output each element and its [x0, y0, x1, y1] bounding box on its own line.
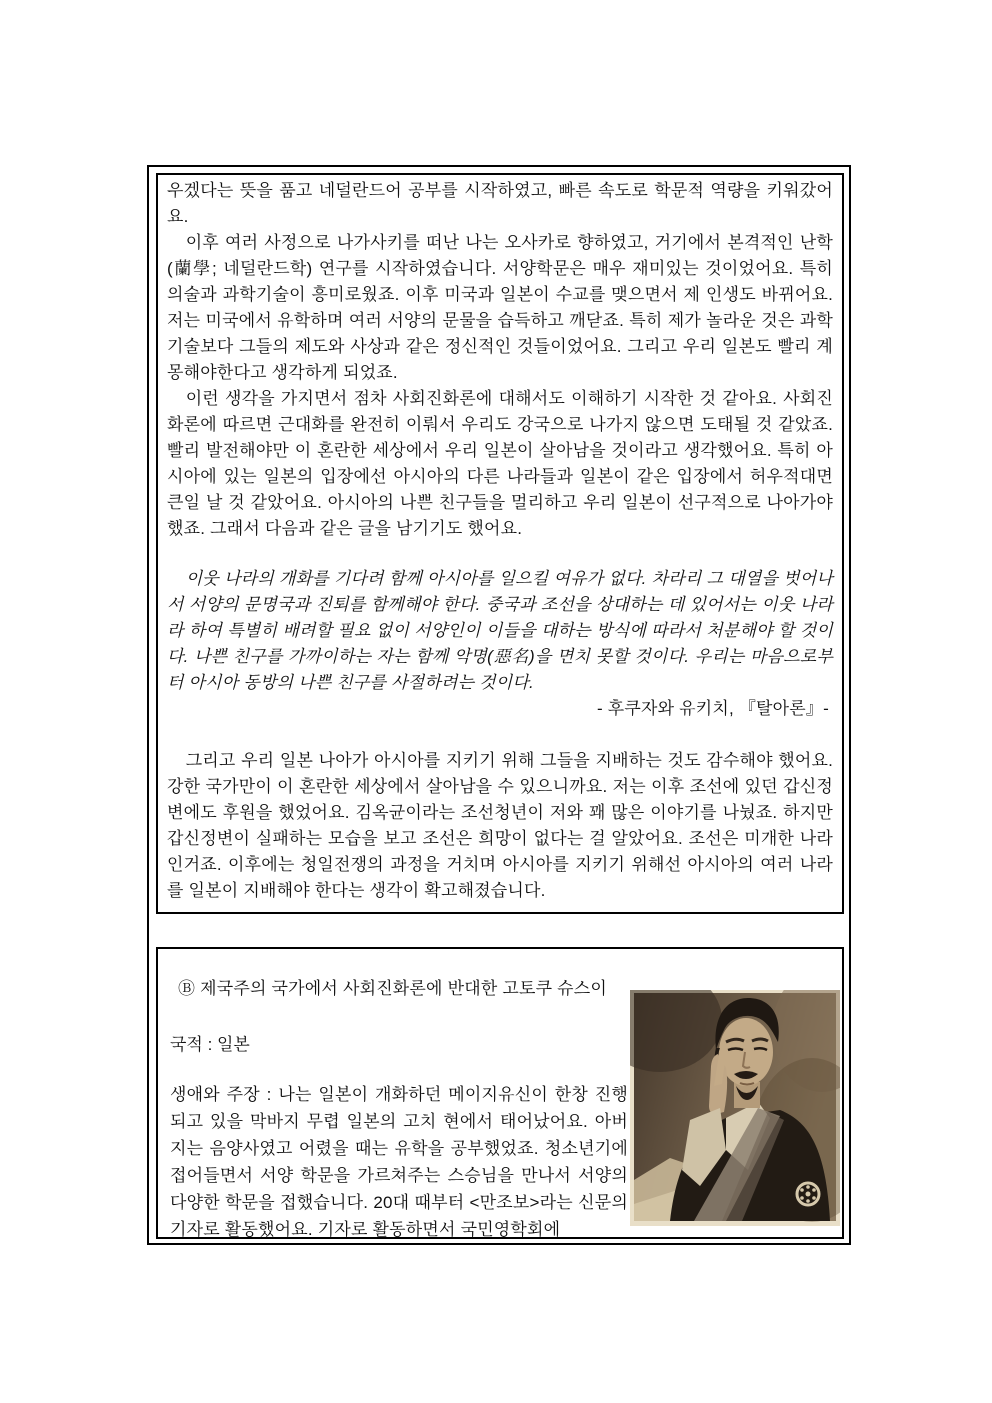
narrative-paragraph-4: 그리고 우리 일본 나아가 아시아를 지키기 위해 그들을 지배하는 것도 감수해야 했어요. 강한 국가만이 이 혼란한 세상에서 살아남을 수 있으니까요. 저는 이후 조선에 있던 갑신정변에도 후원을 했었어요. 김옥균이라는 조선청년이 저와 꽤 많은 이야기를 나눴죠. 하지만 갑신정변이 실패하는 모습을 보고 조선은 희망이 없다는 걸 알았어요. 조선은 미개한 나라인거죠. 이후에는 청일전쟁의 과정을 거치며 아시아를 지키기 위해선 아시아의 여러 나라를 일본이 지배해야 한다는 생각이 확고해졌습니다. — [167, 751, 833, 900]
nationality-line: 국적 : 일본 — [170, 1035, 250, 1054]
kotoku-profile-box — [156, 947, 844, 1239]
outer-table-border — [147, 165, 851, 1245]
quote-attribution: - 후쿠자와 유키치, 『탈아론』- — [596, 699, 829, 718]
bio-text: 생애와 주장 : 나는 일본이 개화하던 메이지유신이 한창 진행되고 있을 막바지 무렵 일본의 고치 현에서 태어났어요. 아버지는 음양사였고 어렸을 때는 유학을 공부했었죠. 청소년기에 접어들면서 서양 학문을 가르쳐주는 스승님을 만나서 서양의 다양한 학문을 접했습니다. 20대 때부터 <만조보>라는 신문의 기자로 활동했어요. 기자로 활동하면서 국민영학회에 — [170, 1085, 628, 1239]
kotoku-shusui-portrait-photo — [630, 990, 840, 1226]
fukuzawa-narrative-box — [156, 173, 844, 914]
narrative-paragraph-2: 이후 여러 사정으로 나가사키를 떠난 나는 오사카로 향하였고, 거기에서 본격적인 난학(蘭學; 네덜란드학) 연구를 시작하였습니다. 서양학문은 매우 재미있는 것이었어요. 특히 의술과 과학기술이 흥미로웠죠. 이후 미국과 일본이 수교를 맺으면서 제 인생도 바뀌어요. 저는 미국에서 유학하며 여러 서양의 문물을 습득하고 깨닫죠. 특히 제가 놀라운 것은 과학기술보다 그들의 제도와 사상과 같은 정신적인 것들이었어요. 그리고 우리 일본도 빨리 계몽해야한다고 생각하게 되었죠. — [167, 233, 833, 382]
profile-title: Ⓑ 제국주의 국가에서 사회진화론에 반대한 고토쿠 슈스이 — [178, 979, 608, 998]
datsuaron-quote-text: 이웃 나라의 개화를 기다려 함께 아시아를 일으킬 여유가 없다. 차라리 그 대열을 벗어나서 서양의 문명국과 진퇴를 함께해야 한다. 중국과 조선을 상대하는 데 있어서는 이웃 나라라 하여 특별히 배려할 필요 없이 서양인이 이들을 대하는 방식에 따라서 처분해야 할 것이다. 나쁜 친구를 가까이하는 자는 함께 악명(惡名)을 면치 못할 것이다. 우리는 마음으로부터 아시아 동방의 나쁜 친구를 사절하려는 것이다. — [167, 569, 833, 692]
narrative-paragraph-3: 이런 생각을 가지면서 점차 사회진화론에 대해서도 이해하기 시작한 것 같아요. 사회진화론에 따르면 근대화를 완전히 이뤄서 우리도 강국으로 나가지 않으면 도태될 것 같았죠. 빨리 발전해야만 이 혼란한 세상에서 우리 일본이 살아남을 것이라고 생각했어요. 특히 아시아에 있는 일본의 입장에선 아시아의 다른 나라들과 일본이 같은 입장에서 허우적대면 큰일 날 것 같았어요. 아시아의 나쁜 친구들을 멀리하고 우리 일본이 선구적으로 나아가야 했죠. 그래서 다음과 같은 글을 남기기도 했어요. — [167, 389, 833, 538]
narrative-paragraph-1: 우겠다는 뜻을 품고 네덜란드어 공부를 시작하였고, 빠른 속도로 학문적 역량을 키워갔어요. — [167, 181, 833, 226]
portrait-illustration — [630, 990, 840, 1226]
